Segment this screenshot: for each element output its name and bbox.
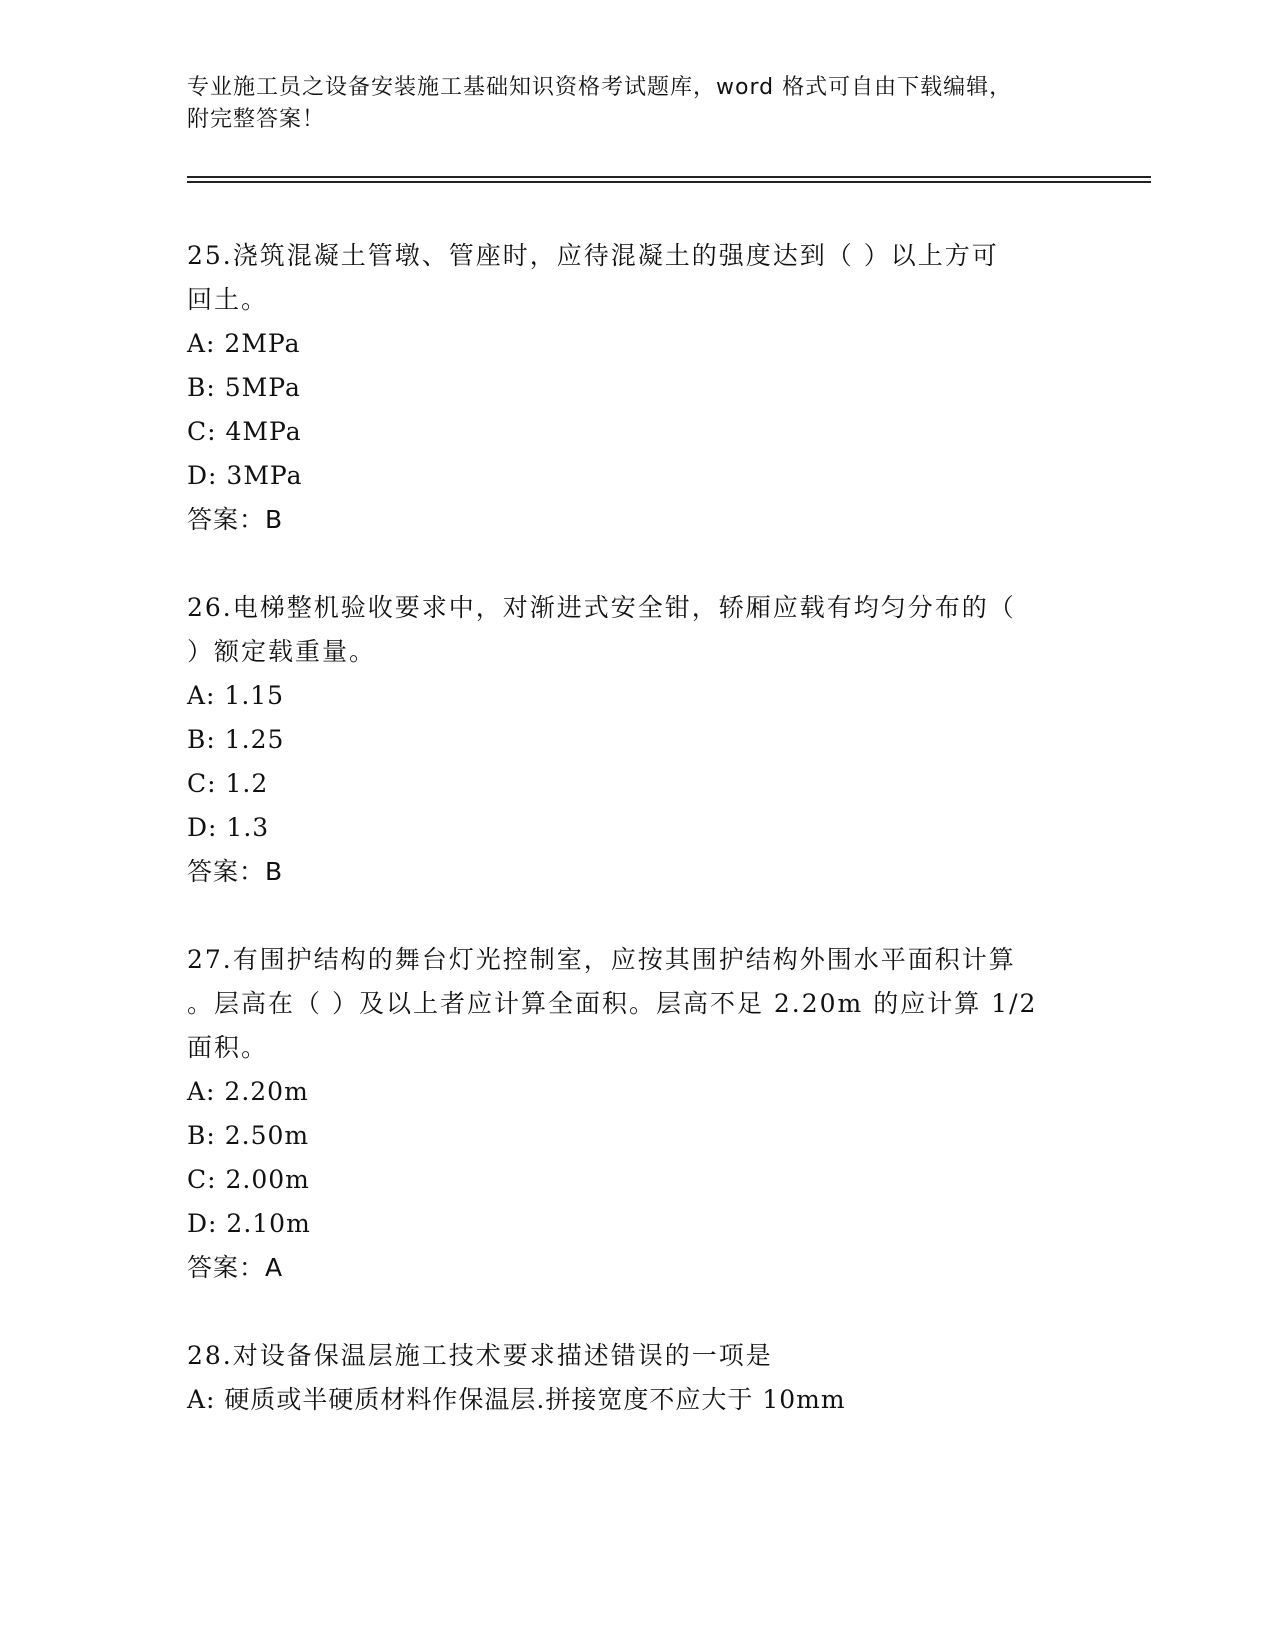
option-b: B: 1.25 (187, 725, 285, 754)
option-d: D: 3MPa (187, 461, 303, 490)
answer-line: 答案：B (187, 857, 284, 886)
question-stem-line: 。层高在（ ）及以上者应计算全面积。层高不足 2.20m 的应计算 1/2 (187, 989, 1038, 1018)
option-a: A: 2.20m (187, 1077, 309, 1106)
question-list (187, 234, 1087, 1466)
option-a: A: 2MPa (187, 329, 301, 358)
document-header (187, 72, 1087, 136)
header-divider-top (187, 176, 1151, 178)
option-d: D: 2.10m (187, 1209, 311, 1238)
question-28 (187, 1334, 1087, 1422)
question-27 (187, 938, 1087, 1290)
option-d: D: 1.3 (187, 813, 270, 842)
question-26 (187, 586, 1087, 894)
option-c: C: 2.00m (187, 1165, 310, 1194)
answer-line: 答案：B (187, 505, 284, 534)
question-25 (187, 234, 1087, 542)
option-c: C: 1.2 (187, 769, 269, 798)
question-stem-line: 27.有围护结构的舞台灯光控制室，应按其围护结构外围水平面积计算 (187, 945, 1016, 974)
header-line-1: 专业施工员之设备安装施工基础知识资格考试题库，word 格式可自由下载编辑， (187, 75, 1013, 100)
option-b: B: 2.50m (187, 1121, 310, 1150)
header-divider-bottom (187, 181, 1151, 183)
header-line-2: 附完整答案！ (187, 107, 326, 132)
option-c: C: 4MPa (187, 417, 302, 446)
question-stem-line: 26.电梯整机验收要求中，对渐进式安全钳，轿厢应载有均匀分布的（ (187, 593, 1016, 622)
option-b: B: 5MPa (187, 373, 301, 402)
question-stem-line: 28.对设备保温层施工技术要求描述错误的一项是 (187, 1341, 773, 1370)
question-stem-line: 回土。 (187, 285, 269, 314)
option-a: A: 1.15 (187, 681, 285, 710)
option-a: A: 硬质或半硬质材料作保温层.拼接宽度不应大于 10mm (187, 1385, 846, 1414)
question-stem-line: ）额定载重量。 (187, 637, 377, 666)
question-stem-line: 面积。 (187, 1033, 269, 1062)
answer-line: 答案：A (187, 1253, 284, 1282)
question-stem-line: 25.浇筑混凝土管墩、管座时，应待混凝土的强度达到（ ）以上方可 (187, 241, 999, 270)
